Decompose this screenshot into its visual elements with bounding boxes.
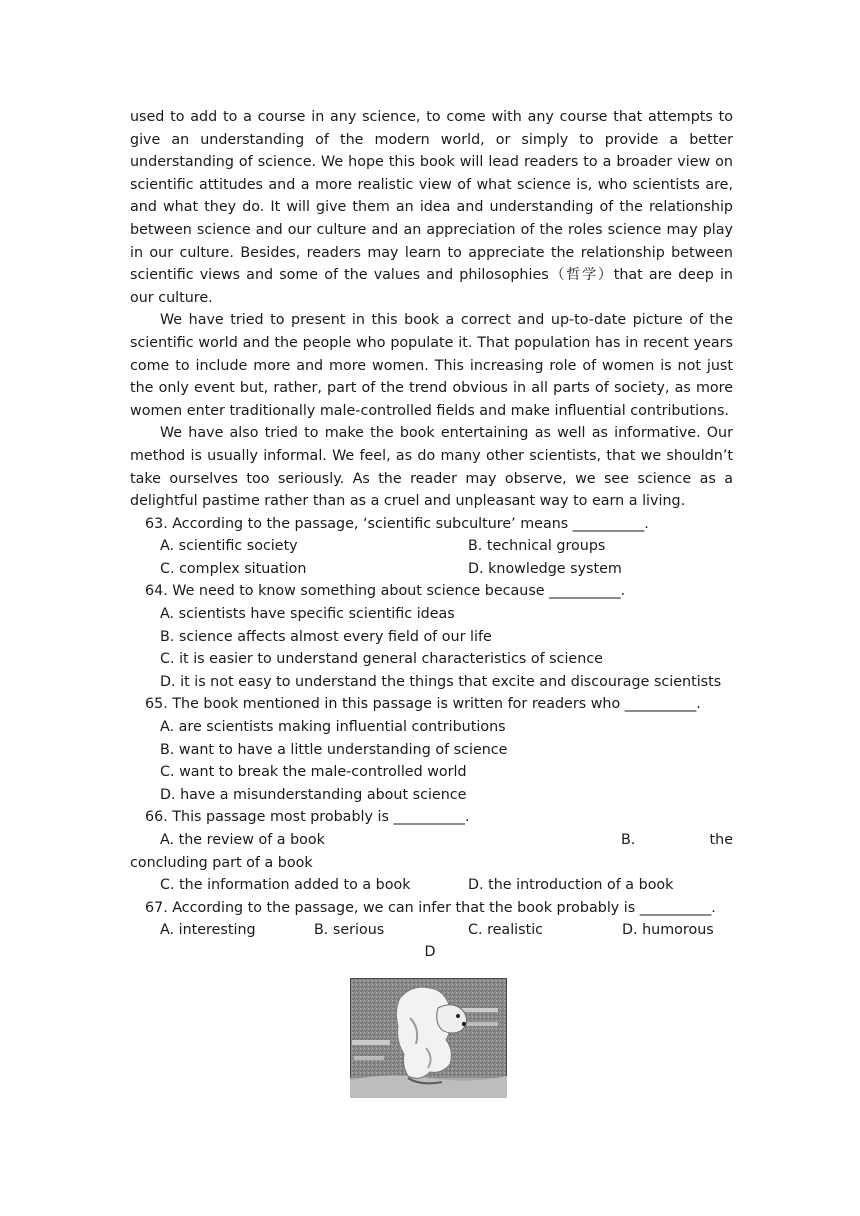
question-63-option-b[interactable]: B. technical groups bbox=[468, 538, 606, 555]
question-64-option-a[interactable]: A. scientists have specific scientific ideas bbox=[160, 606, 455, 623]
section-heading-d: D bbox=[424, 944, 436, 960]
question-65-option-b[interactable]: B. want to have a little understanding of science bbox=[160, 741, 508, 758]
question-66-options-row-2 bbox=[130, 874, 733, 897]
question-63-option-a[interactable]: A. scientific society bbox=[160, 538, 298, 555]
question-67-option-a[interactable]: A. interesting bbox=[160, 922, 256, 939]
question-67-option-b[interactable]: B. serious bbox=[314, 922, 385, 939]
question-63-options-row-1 bbox=[130, 535, 733, 558]
question-66-stem: 66. This passage most probably is __________. bbox=[145, 809, 470, 826]
polar-bear-photo-drawing bbox=[350, 978, 507, 1098]
question-66-option-b-letter: B. bbox=[621, 832, 636, 848]
passage-and-questions bbox=[130, 106, 733, 942]
question-64-option-d[interactable]: D. it is not easy to understand the things that excite and discourage scientists bbox=[160, 673, 722, 690]
question-67-options-row bbox=[130, 919, 733, 942]
question-66-option-b-continuation[interactable]: concluding part of a book bbox=[130, 854, 313, 871]
question-63-option-c[interactable]: C. complex situation bbox=[160, 560, 307, 577]
question-66-option-a[interactable]: A. the review of a book bbox=[160, 832, 325, 848]
question-66-option-b-word: the bbox=[709, 832, 733, 848]
question-66-option-d[interactable]: D. the introduction of a book bbox=[468, 877, 674, 894]
question-66-option-c[interactable]: C. the information added to a book bbox=[160, 877, 411, 894]
question-67-option-d[interactable]: D. humorous bbox=[622, 922, 714, 939]
question-63-options-row-2 bbox=[130, 558, 733, 581]
question-66-option-b-start[interactable] bbox=[621, 829, 733, 852]
passage-paragraph-1: used to add to a course in any science, to come with any course that attempts to give an understanding of the modern world, or simply to provide a better understanding of science. We hope this book will lead readers to a broader view on scientific attitudes and a more realistic view of what science is, who scientists are, and what they do. It will give them an idea and understanding of the relationship between science and our culture and an appreciation of the roles science may play in our culture. Besides, readers may learn to appreciate the relationship between scientific views and some of the values and philosophies（哲学）that are deep in our culture. bbox=[130, 109, 733, 306]
question-64-option-b[interactable]: B. science affects almost every field of our life bbox=[160, 628, 492, 645]
passage-paragraph-3: We have also tried to make the book entertaining as well as informative. Our method is usually informal. We feel, as do many other scientists, that we shouldn’t take ourselves too seriously. As the reader may observe, we see science as a delightful pastime rather than as a cruel and unpleasant way to earn a living. bbox=[130, 425, 733, 510]
question-64-stem: 64. We need to know something about science because __________. bbox=[145, 583, 626, 600]
question-67-option-c[interactable]: C. realistic bbox=[468, 922, 544, 939]
passage-paragraph-2: We have tried to present in this book a correct and up-to-date picture of the scientific world and the people who populate it. That population has in recent years come to include more and more women. This increasing role of women is not just the only event but, rather, part of the trend obvious in all parts of society, as more women enter traditionally male-controlled fields and make influential contributions. bbox=[130, 312, 733, 419]
question-64-option-c[interactable]: C. it is easier to understand general characteristics of science bbox=[160, 651, 603, 668]
question-63-option-d[interactable]: D. knowledge system bbox=[468, 560, 622, 577]
polar-bear-photo-icon bbox=[350, 978, 507, 1098]
question-65-option-d[interactable]: D. have a misunderstanding about science bbox=[160, 786, 467, 803]
question-65-option-c[interactable]: C. want to break the male-controlled world bbox=[160, 764, 467, 781]
question-65-option-a[interactable]: A. are scientists making influential contributions bbox=[160, 719, 506, 736]
question-63-stem: 63. According to the passage, ‘scientific subculture’ means __________. bbox=[145, 515, 649, 532]
question-65-stem: 65. The book mentioned in this passage is written for readers who __________. bbox=[145, 696, 701, 713]
question-67-stem: 67. According to the passage, we can infer that the book probably is __________. bbox=[145, 899, 716, 916]
question-66-options-row-1 bbox=[130, 829, 733, 852]
